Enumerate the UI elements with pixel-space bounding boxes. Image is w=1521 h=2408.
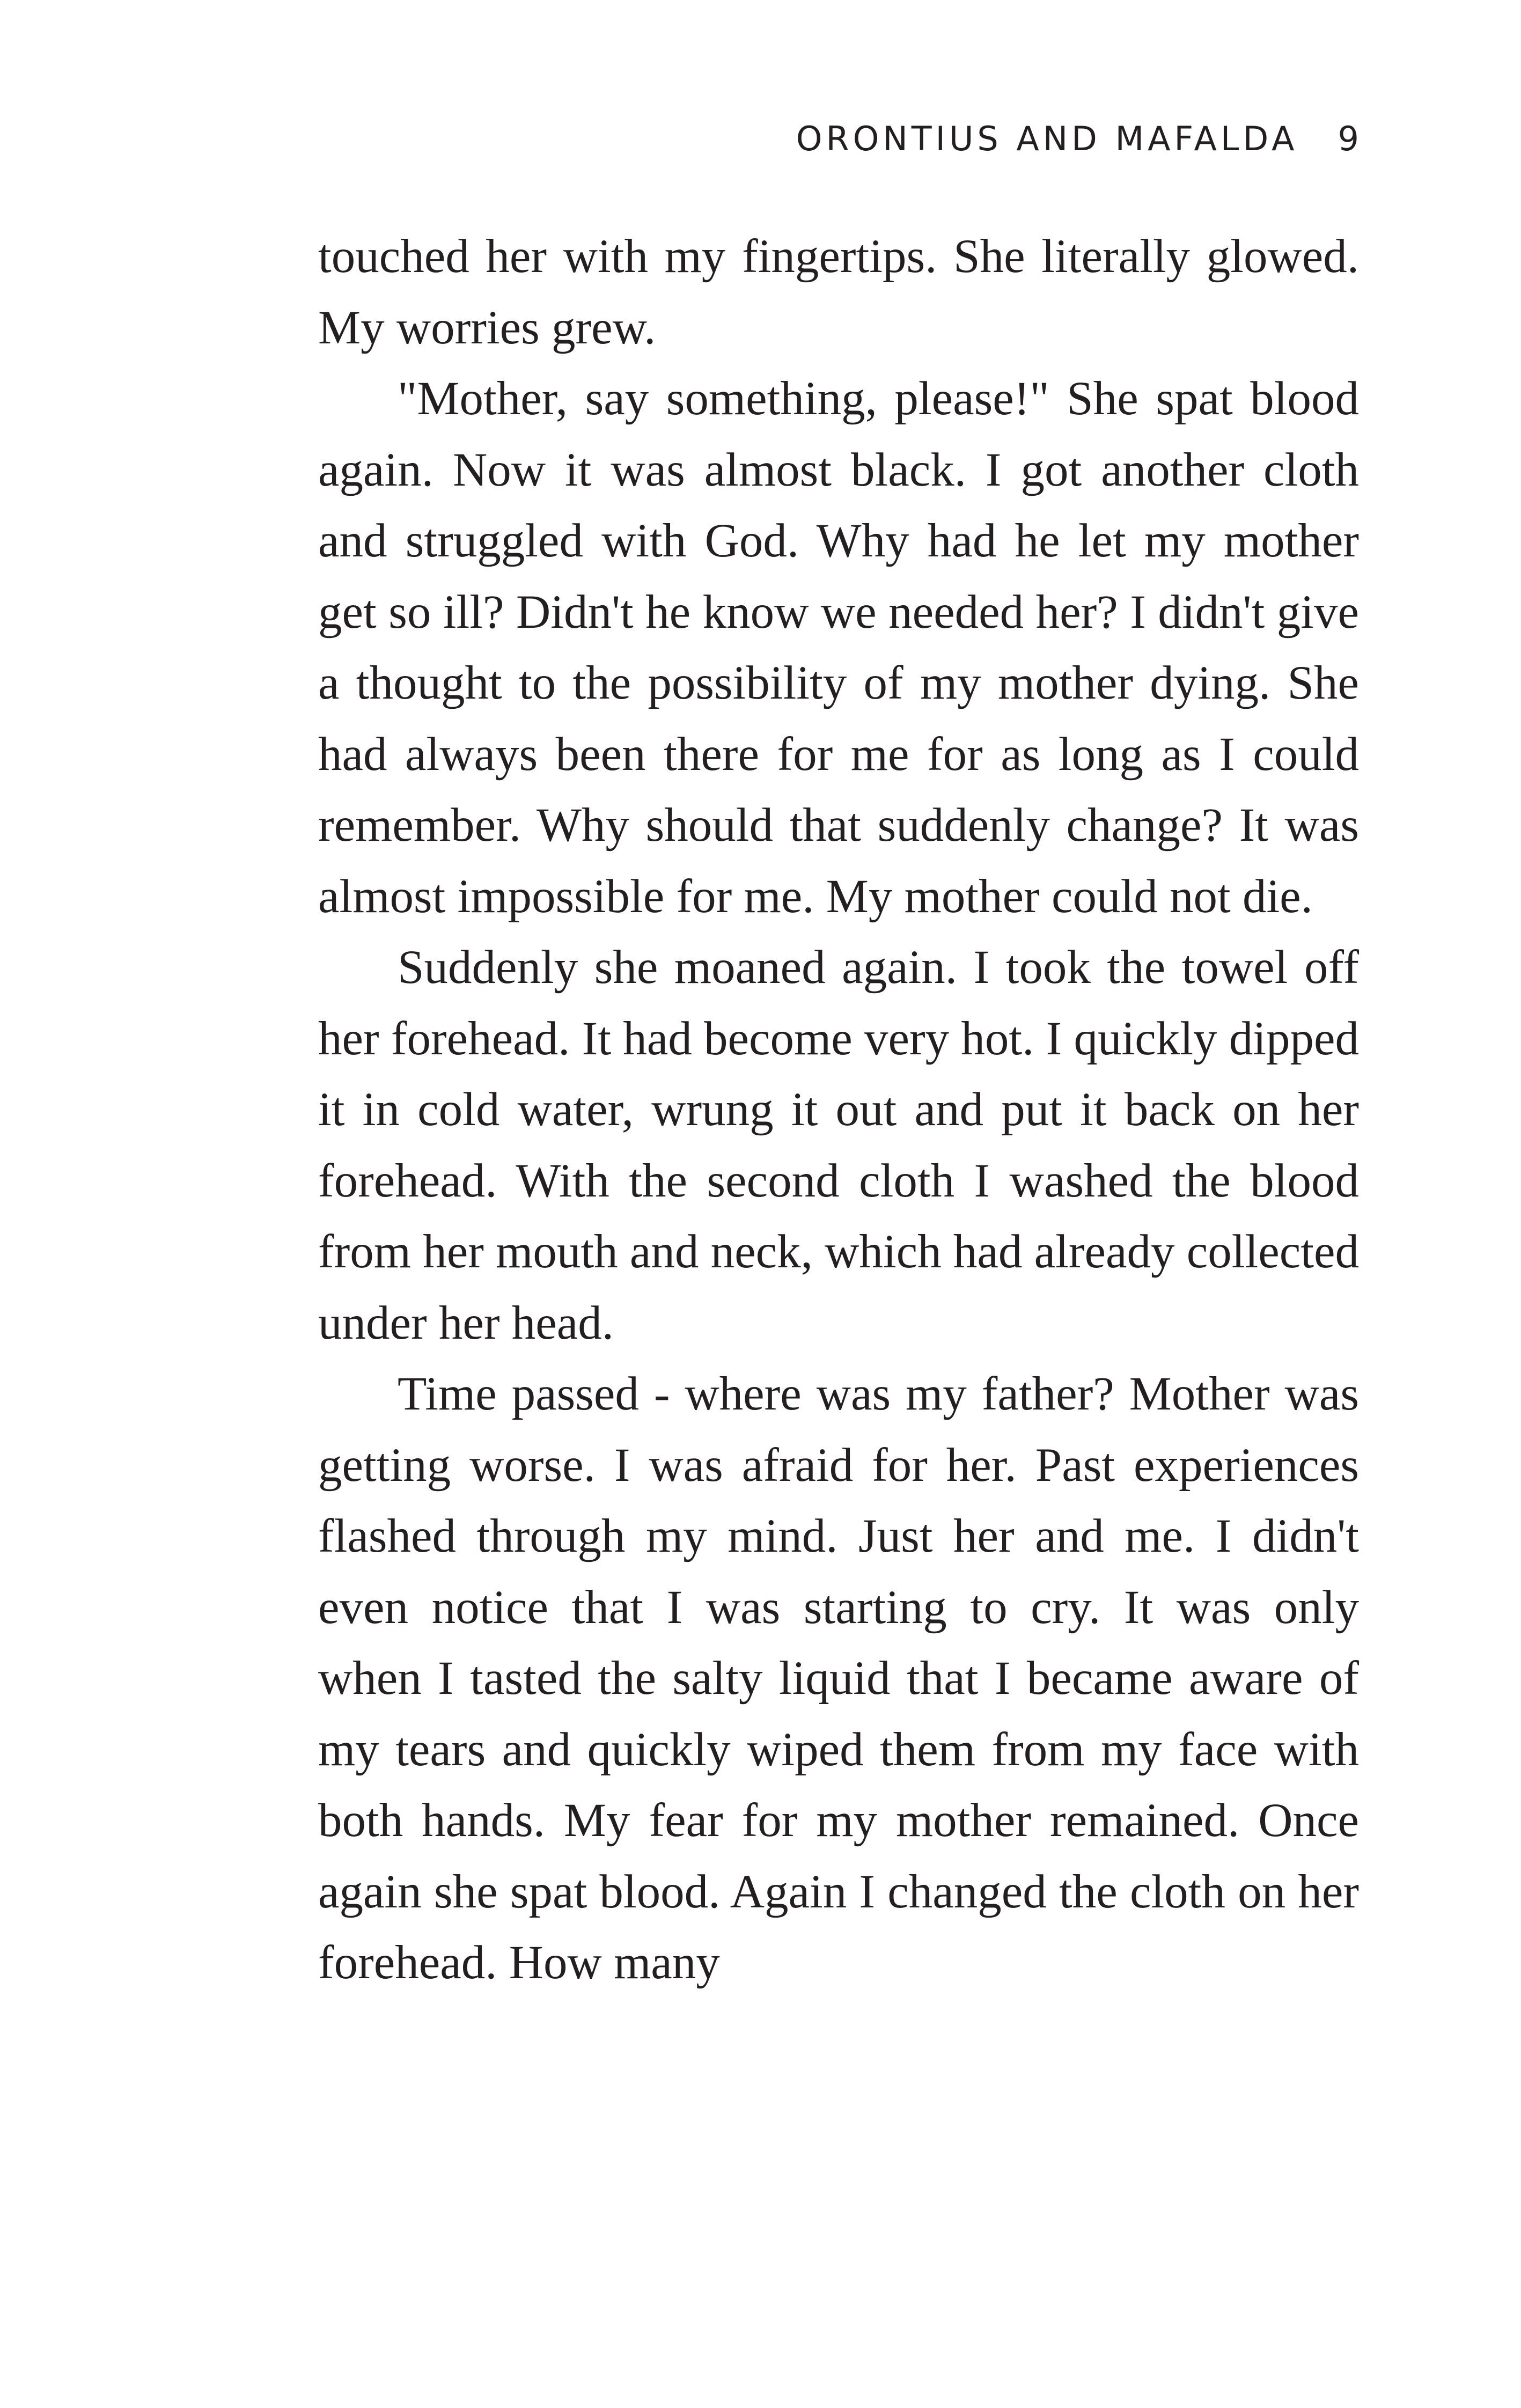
paragraph: "Mother, say something, please!" She spat blood again. Now it was almost black. I got another cloth and struggled with God. Why had he let my mother get so ill? Didn't he know we needed her? I didn't give a thought to the possibility of my mother dying. She had always been there for me for as long as I could remember. Why should that suddenly change? It was almost impossible for me. My mother could not die. xyxy=(318,372,1359,923)
body-text xyxy=(318,221,1359,1999)
page-number: 9 xyxy=(1338,119,1359,158)
paragraph: Suddenly she moaned again. I took the towel off her forehead. It had become very hot. I quickly dipped it in cold water, wrung it out and put it back on her forehead. With the second cloth I washed the blood from her mouth and neck, which had already collected under her head. xyxy=(318,941,1359,1349)
chapter-title: ORONTIUS AND MAFALDA xyxy=(796,119,1298,158)
running-header xyxy=(796,119,1359,158)
paragraph: Time passed - where was my father? Mother was getting worse. I was afraid for her. Past experiences flashed through my mind. Just her and me. I didn't even notice that I was starting to cry. It was only when I tasted the salty liquid that I became aware of my tears and quickly wiped them from my face with both hands. My fear for my mother remained. Once again she spat blood. Again I changed the cloth on her forehead. How many xyxy=(318,1368,1359,1989)
paragraph: touched her with my fingertips. She literally glowed. My worries grew. xyxy=(318,230,1359,354)
